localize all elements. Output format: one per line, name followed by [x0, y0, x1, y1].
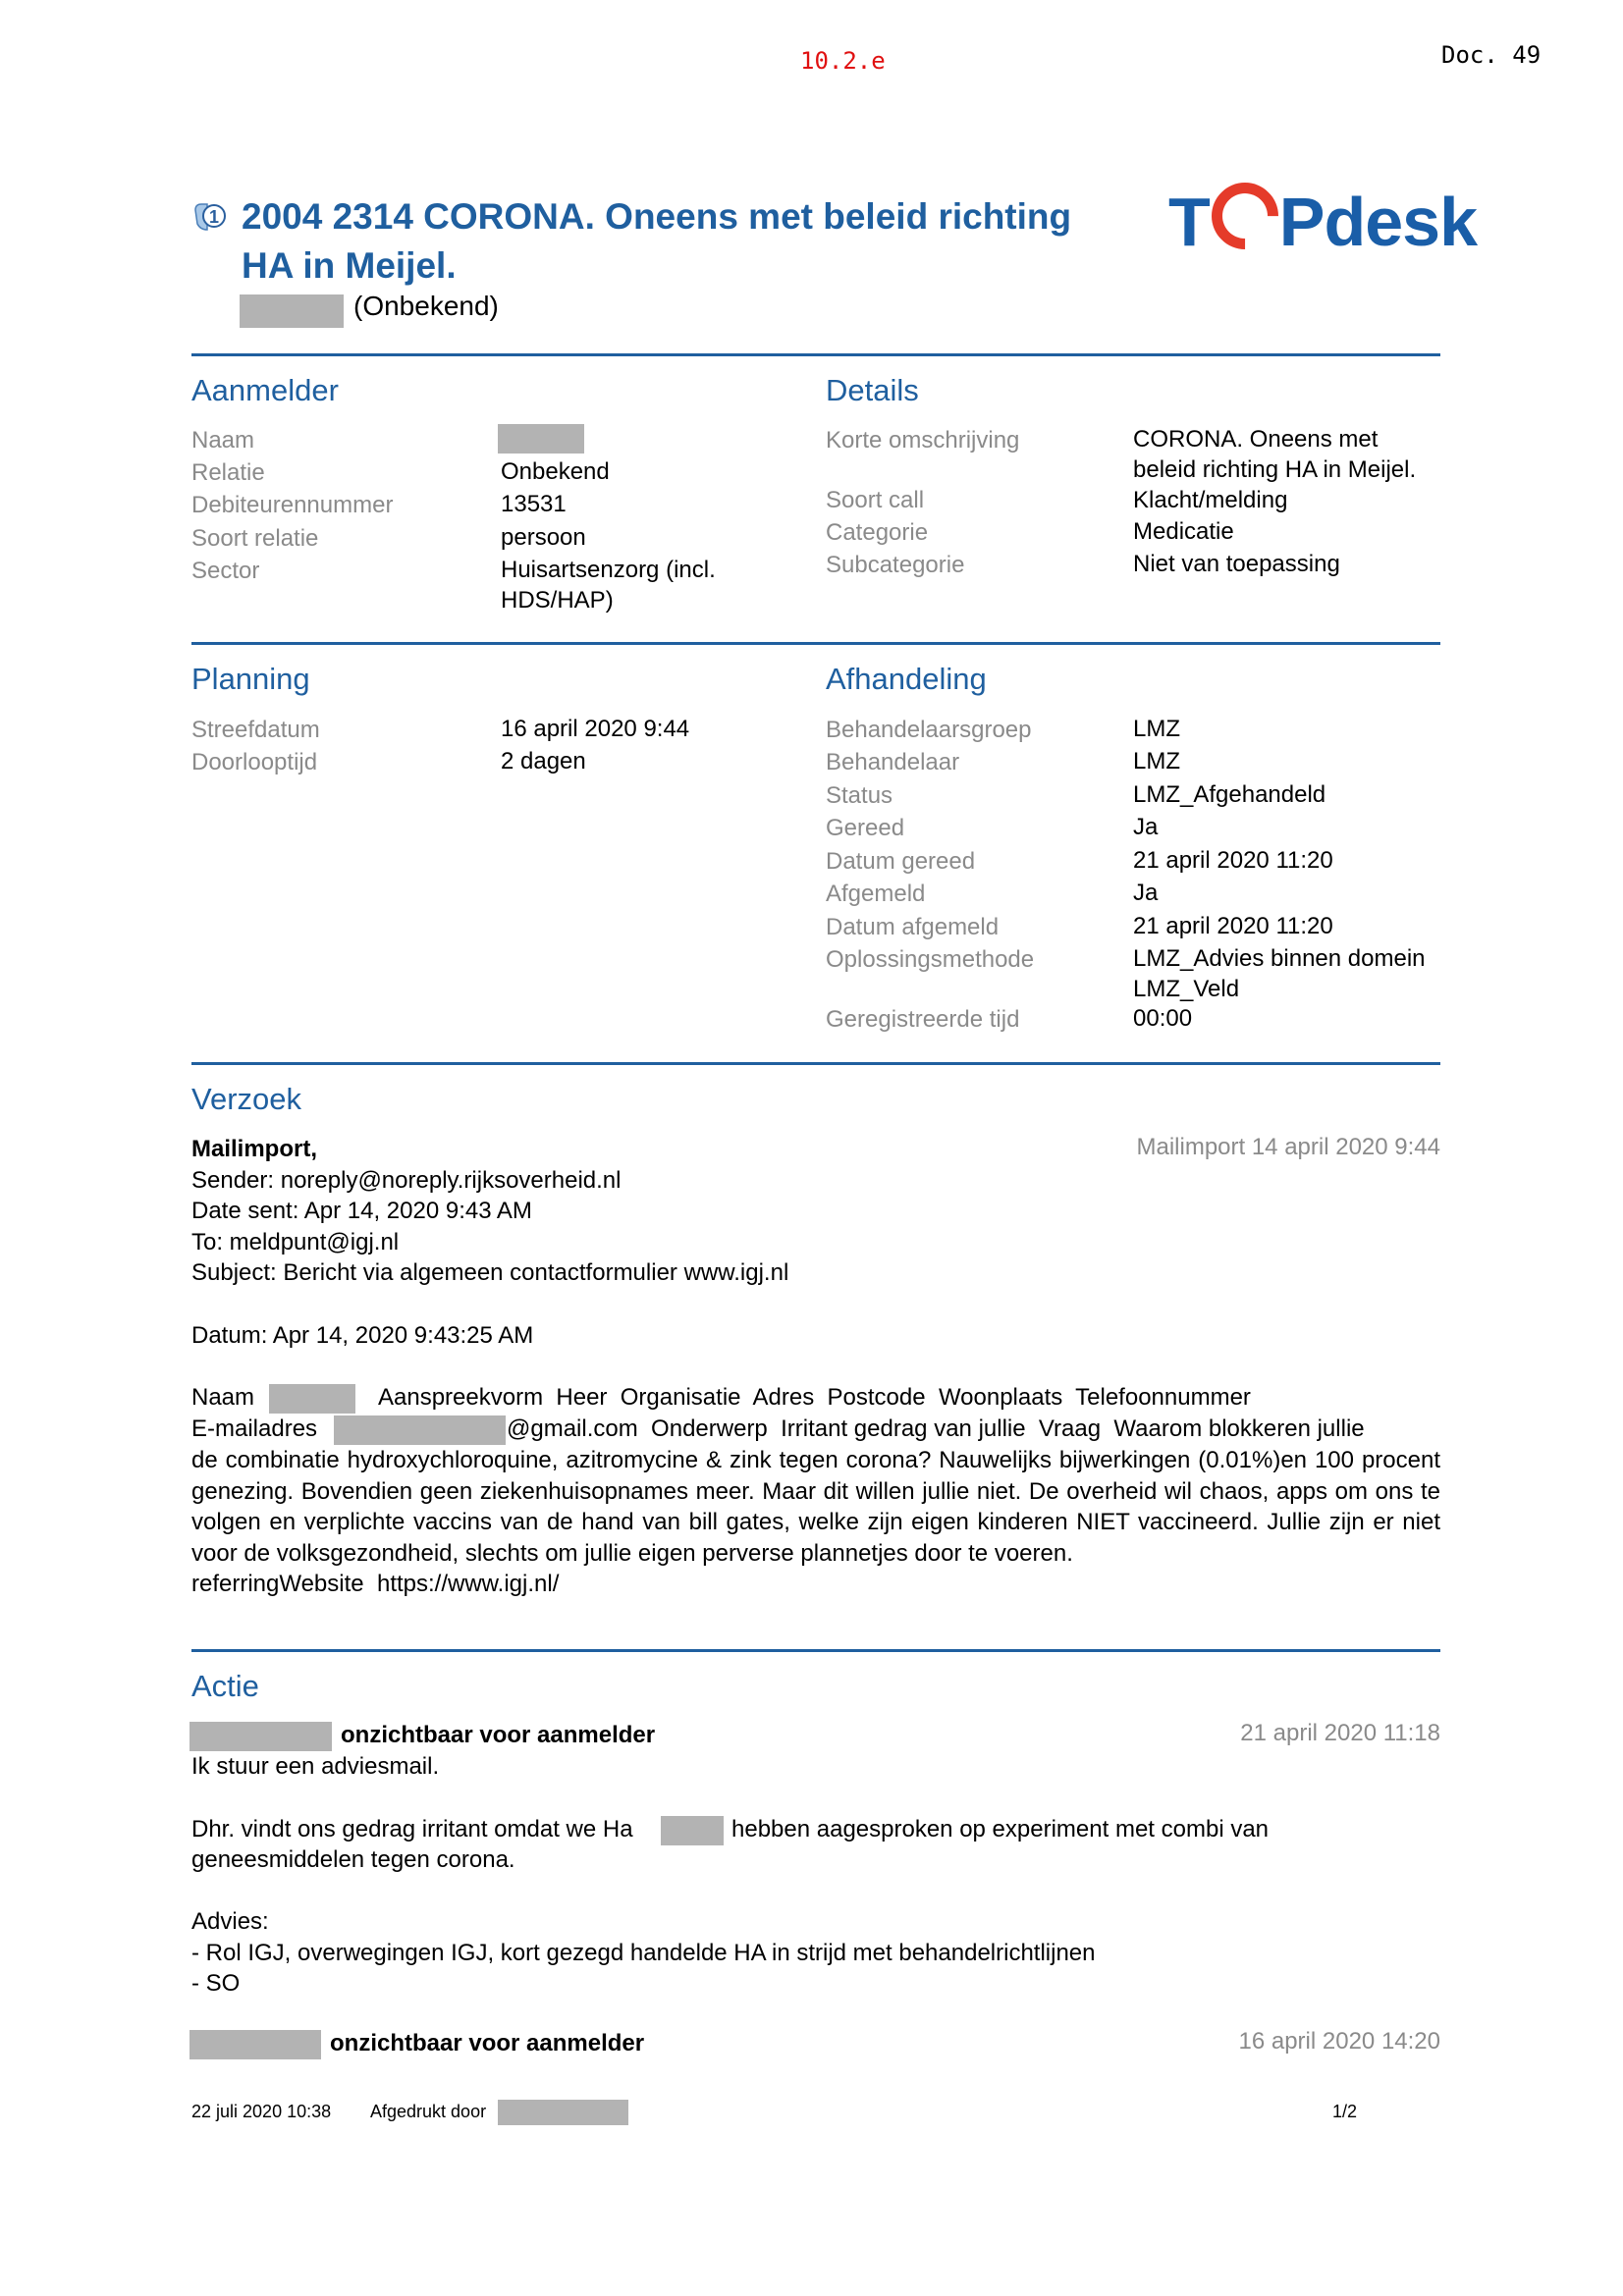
- value-soort-relatie: persoon: [501, 524, 586, 551]
- svg-text:1: 1: [208, 207, 220, 227]
- value-subcategorie: Niet van toepassing: [1133, 551, 1340, 577]
- form-naam-label: Naam: [191, 1384, 255, 1411]
- value-debiteurennummer: 13531: [501, 491, 567, 517]
- section-heading-planning: Planning: [191, 662, 310, 696]
- value-oplossingsmethode: LMZ_Advies binnen domein: [1133, 945, 1426, 972]
- label-behandelaar: Behandelaar: [826, 749, 960, 775]
- mail-datum-line: Datum: Apr 14, 2020 9:43:25 AM: [191, 1322, 534, 1349]
- request-body-text: de combinatie hydroxychloroquine, azitromycine & zink tegen corona? Nauwelijks bijwerkingen (0.01%)en 100 procent genezing. Bovendien geen ziekenhuisopnames meer. Maar dit willen jullie niet. De overheid wil chaos, apps om ons te volgen en verplichte vaccins van de hand van bill gates, welke zijn eigen kinderen NIET vaccineerd. Jullie zijn er niet voor de volksgezondheid, slechts om jullie eigen perverse plannetjes door te voeren.: [191, 1447, 1440, 1567]
- redacted-form-naam: [269, 1384, 355, 1414]
- label-relatie: Relatie: [191, 459, 265, 486]
- label-soort-relatie: Soort relatie: [191, 525, 319, 552]
- value-categorie: Medicatie: [1133, 518, 1234, 545]
- section-heading-actie: Actie: [191, 1669, 259, 1703]
- form-email-label: E-mailadres: [191, 1415, 318, 1442]
- label-sector: Sector: [191, 558, 260, 584]
- value-behandelaarsgroep: LMZ: [1133, 716, 1180, 742]
- value-afgemeld: Ja: [1133, 880, 1159, 906]
- value-korte-omschrijving-cont: beleid richting HA in Meijel.: [1133, 456, 1417, 483]
- label-soort-call: Soort call: [826, 487, 925, 513]
- mail-date-line: Date sent: Apr 14, 2020 9:43 AM: [191, 1198, 532, 1224]
- referring-website: referringWebsite https://www.igj.nl/: [191, 1571, 560, 1597]
- topdesk-logo: [1168, 183, 1477, 261]
- action-2-visibility: onzichtbaar voor aanmelder: [330, 2030, 645, 2056]
- value-datum-gereed: 21 april 2020 11:20: [1133, 847, 1333, 874]
- section-divider: [191, 1649, 1440, 1652]
- value-relatie: Onbekend: [501, 458, 610, 485]
- redacted-naam: [498, 424, 584, 454]
- label-streefdatum: Streefdatum: [191, 717, 320, 743]
- ticket-title-line-1: 2004 2314 CORONA. Oneens met beleid richting: [242, 196, 1072, 237]
- action-2-meta: 16 april 2020 14:20: [1238, 2028, 1440, 2055]
- mail-subject-line: Subject: Bericht via algemeen contactformulier www.igj.nl: [191, 1259, 789, 1286]
- mail-sender-line: Sender: noreply@noreply.rijksoverheid.nl: [191, 1167, 622, 1194]
- action-1-line-1: Ik stuur een adviesmail.: [191, 1753, 440, 1780]
- ticket-title-line-2: HA in Meijel.: [242, 245, 457, 286]
- action-1-line-3: geneesmiddelen tegen corona.: [191, 1846, 515, 1873]
- document-number: Doc. 49: [1441, 41, 1542, 69]
- label-status: Status: [826, 782, 893, 809]
- label-datum-afgemeld: Datum afgemeld: [826, 914, 1000, 940]
- section-heading-verzoek: Verzoek: [191, 1082, 302, 1116]
- redacted-action-author: [189, 1722, 332, 1751]
- caller-relation: (Onbekend): [353, 291, 499, 321]
- redaction-code-stamp: 10.2.e: [800, 47, 886, 75]
- logo-text-end: Pdesk: [1278, 184, 1478, 260]
- mail-to-line: To: meldpunt@igj.nl: [191, 1229, 400, 1255]
- label-subcategorie: Subcategorie: [826, 552, 965, 578]
- label-gereed: Gereed: [826, 815, 905, 841]
- verzoek-author: Mailimport,: [191, 1136, 318, 1162]
- section-divider: [191, 353, 1440, 356]
- footer-print-date: 22 juli 2020 10:38: [191, 2102, 332, 2121]
- section-divider: [191, 642, 1440, 645]
- action-1-advies: Advies:: [191, 1908, 269, 1935]
- label-debiteurennummer: Debiteurennummer: [191, 492, 394, 518]
- redacted-action-author: [189, 2030, 321, 2059]
- label-doorlooptijd: Doorlooptijd: [191, 749, 318, 775]
- label-afgemeld: Afgemeld: [826, 881, 926, 907]
- redacted-printed-by-name: [498, 2100, 628, 2125]
- value-streefdatum: 16 april 2020 9:44: [501, 716, 690, 742]
- label-naam: Naam: [191, 427, 255, 454]
- action-1-meta: 21 april 2020 11:18: [1240, 1720, 1440, 1746]
- redacted-caller-name: [240, 294, 344, 328]
- label-oplossingsmethode: Oplossingsmethode: [826, 946, 1035, 973]
- value-gereed: Ja: [1133, 814, 1159, 840]
- redacted-email: [334, 1415, 506, 1445]
- verzoek-meta: Mailimport 14 april 2020 9:44: [1136, 1134, 1440, 1160]
- label-categorie: Categorie: [826, 519, 929, 546]
- label-behandelaarsgroep: Behandelaarsgroep: [826, 717, 1032, 743]
- value-datum-afgemeld: 21 april 2020 11:20: [1133, 913, 1333, 939]
- value-sector-cont: HDS/HAP): [501, 587, 614, 614]
- value-oplossingsmethode-cont: LMZ_Veld: [1133, 976, 1240, 1002]
- label-korte-omschrijving: Korte omschrijving: [826, 427, 1020, 454]
- value-sector: Huisartsenzorg (incl.: [501, 557, 716, 583]
- form-fields-line: Aanspreekvorm Heer Organisatie Adres Postcode Woonplaats Telefoonnummer: [378, 1384, 1251, 1411]
- section-heading-afhandeling: Afhandeling: [826, 662, 987, 696]
- value-korte-omschrijving: CORONA. Oneens met: [1133, 426, 1379, 453]
- logo-o-mark: [1198, 169, 1292, 263]
- footer-printed-by: Afgedrukt door: [370, 2102, 487, 2121]
- value-status: LMZ_Afgehandeld: [1133, 781, 1326, 808]
- section-heading-details: Details: [826, 373, 919, 407]
- action-1-bullet-2: - SO: [191, 1970, 241, 1997]
- action-1-bullet-1: - Rol IGJ, overwegingen IGJ, kort gezegd handelde HA in strijd met behandelrichtlijnen: [191, 1940, 1096, 1966]
- label-geregistreerde-tijd: Geregistreerde tijd: [826, 1006, 1020, 1033]
- form-email-line: @gmail.com Onderwerp Irritant gedrag van jullie Vraag Waarom blokkeren jullie: [507, 1415, 1365, 1442]
- ticket-title: [242, 192, 1145, 291]
- value-behandelaar: LMZ: [1133, 748, 1180, 774]
- section-heading-aanmelder: Aanmelder: [191, 373, 339, 407]
- action-1-line-2a: Dhr. vindt ons gedrag irritant omdat we Ha: [191, 1816, 633, 1842]
- label-datum-gereed: Datum gereed: [826, 848, 976, 875]
- value-soort-call: Klacht/melding: [1133, 487, 1288, 513]
- redacted-ha-name: [661, 1816, 724, 1845]
- value-doorlooptijd: 2 dagen: [501, 748, 586, 774]
- footer-page-number: 1/2: [1332, 2102, 1358, 2121]
- value-geregistreerde-tijd: 00:00: [1133, 1005, 1193, 1032]
- section-divider: [191, 1062, 1440, 1065]
- logo-text-start: T: [1168, 184, 1210, 260]
- action-1-line-2b: hebben aagesproken op experiment met combi van: [731, 1816, 1270, 1842]
- ticket-icon: [192, 200, 226, 234]
- action-1-visibility: onzichtbaar voor aanmelder: [341, 1722, 656, 1748]
